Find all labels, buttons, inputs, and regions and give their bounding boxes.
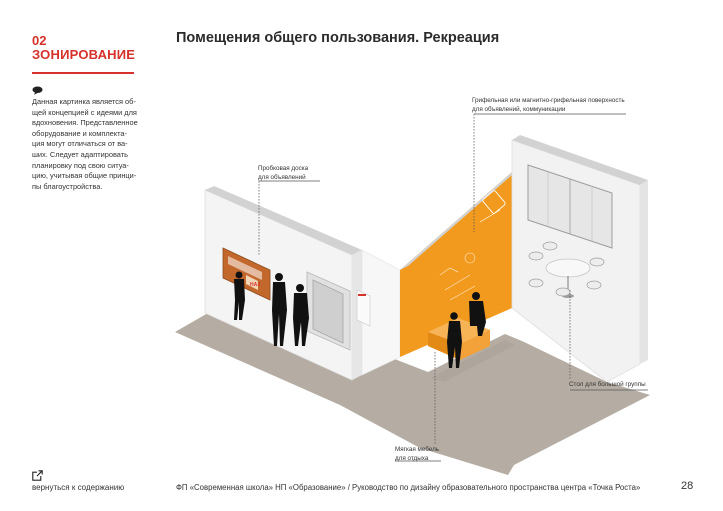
callout-line: Стол для большой группы [569,381,646,388]
page-title: Помещения общего пользования. Рекреация [176,30,500,46]
callout-line: Пробковая доска [258,165,309,172]
speech-bubble-icon [32,86,43,95]
page-number: 28 [681,480,694,492]
note-line: ших. Следует адаптировать [32,149,128,159]
external-link-icon[interactable] [32,470,43,481]
cork-board-label: НАЗ [250,282,261,288]
note-line: планировку под свою ситуа- [32,160,129,170]
section-title: ЗОНИРОВАНИЕ [32,47,136,62]
callout-cork-board [258,165,318,182]
callout-line: для отдыха [395,454,429,462]
footer-text: ФП «Современная школа» НП «Образование» / Руководство по дизайну образовательного пространства центра «Точка Роста» [176,483,641,492]
note-line: пы благоустройства. [32,181,103,191]
callout-soft-furniture [395,446,455,463]
note-line: щей концепцией с идеями для [32,107,137,117]
note-line: вдохновения. Представленное [32,118,138,128]
recreation-room-illustration [170,75,690,475]
callout-chalk-wall [472,97,642,114]
callout-line: для объявлений, коммуникации [472,105,566,113]
callout-line: для объявлений [258,173,306,181]
callout-line: Грифельная или магнитно-грифельная поверхность [472,97,625,104]
note-line: оборудование и комплекта- [32,128,127,138]
callout-group-table [569,381,649,390]
note-line: Данная картинка является об- [32,97,136,106]
section-divider [32,72,134,74]
note-line: цию, учитывая общие принци- [32,171,137,181]
section-number: 02 [32,33,47,48]
note-line: ция могут отличаться от ва- [32,139,128,149]
note-text [32,97,152,192]
callout-line: Мягкая мебель [395,446,440,453]
back-to-contents-link[interactable]: вернуться к содержанию [32,483,125,492]
